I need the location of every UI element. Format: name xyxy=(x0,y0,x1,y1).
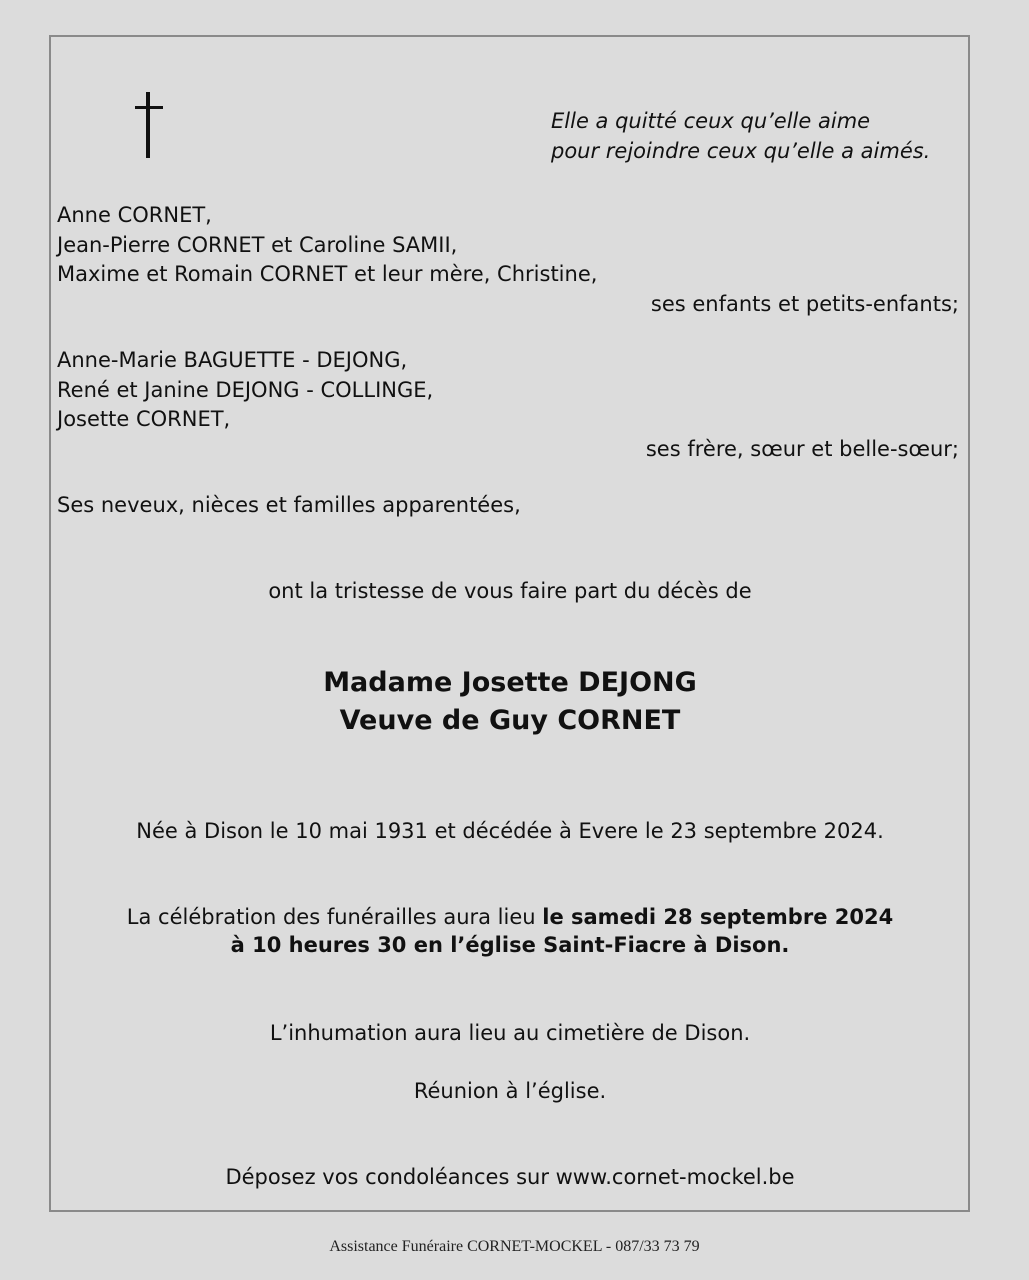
deceased-name: Madame Josette DEJONG xyxy=(323,667,697,698)
funeral-home-footer: Assistance Funéraire CORNET-MOCKEL - 087/33 73 79 xyxy=(329,1238,700,1255)
children-block xyxy=(57,201,959,319)
family-name: Anne-Marie BAGUETTE - DEJONG, xyxy=(57,348,408,372)
quote-line-1: Elle a quitté ceux qu’elle aime xyxy=(551,109,871,133)
quote-line-2: pour rejoindre ceux qu’elle a aimés. xyxy=(551,139,931,163)
deceased-subtitle: Veuve de Guy CORNET xyxy=(339,705,681,736)
relatives-line: Ses neveux, nièces et familles apparentées, xyxy=(57,493,521,517)
announcement: ont la tristesse de vous faire part du décès de xyxy=(268,579,752,603)
burial-line: L’inhumation aura lieu au cimetière de Dison. xyxy=(269,1021,751,1045)
family-name: René et Janine DEJONG - COLLINGE, xyxy=(57,377,434,402)
funeral-intro: La célébration des funérailles aura lieu xyxy=(126,905,543,929)
funeral-line-1 xyxy=(57,905,963,929)
funeral-line-2: à 10 heures 30 en l’église Saint-Fiacre à Dison. xyxy=(230,933,790,957)
children-relation: ses enfants et petits-enfants; xyxy=(650,291,959,316)
siblings-block xyxy=(57,346,959,464)
cross-icon xyxy=(132,92,166,158)
relatives-block xyxy=(57,491,959,521)
funeral-date: le samedi 28 septembre 2024 xyxy=(542,905,894,929)
family-name: Josette CORNET, xyxy=(57,407,231,431)
epitaph-quote xyxy=(551,106,930,166)
family-name: Anne CORNET, xyxy=(57,203,212,227)
family-name: Jean-Pierre CORNET et Caroline SAMII, xyxy=(57,232,458,257)
reunion-line: Réunion à l’église. xyxy=(413,1079,607,1103)
siblings-relation: ses frère, sœur et belle-sœur; xyxy=(645,436,959,461)
family-name: Maxime et Romain CORNET et leur mère, Christine, xyxy=(57,262,598,286)
birth-death-line: Née à Dison le 10 mai 1931 et décédée à Evere le 23 septembre 2024. xyxy=(136,819,884,843)
condolences-line: Déposez vos condoléances sur www.cornet-mockel.be xyxy=(225,1165,795,1189)
